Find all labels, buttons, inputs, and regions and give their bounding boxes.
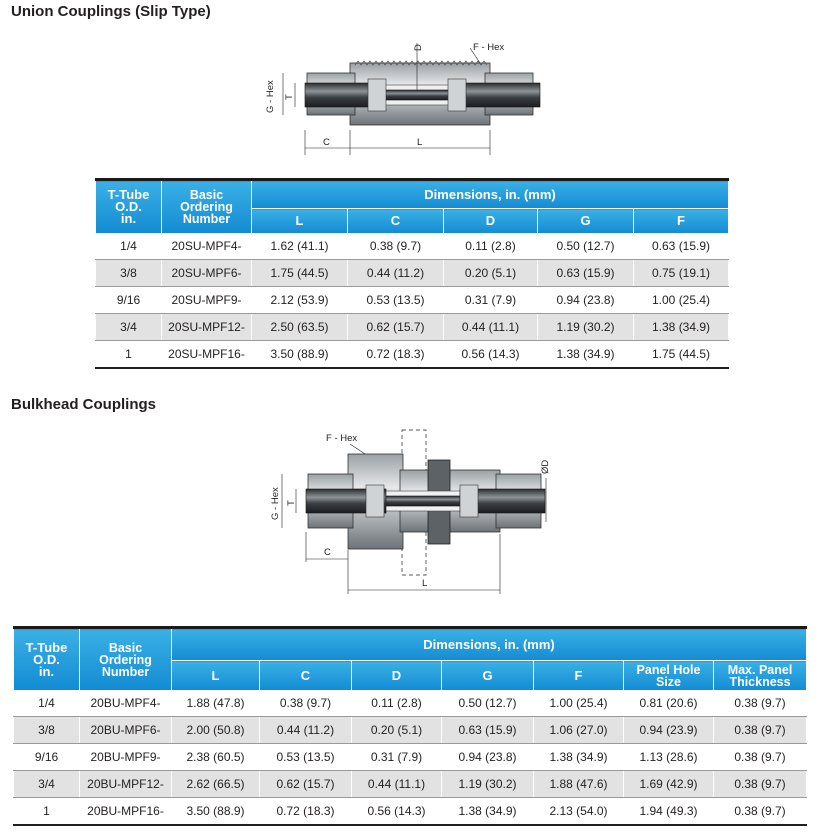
header-col-f: F [534, 661, 624, 691]
table-row: 9/16 20BU-MPF9- 2.38 (60.5) 0.53 (13.5) 0.31 (7.9) 0.94 (23.8) 1.38 (34.9) 1.13 (28.6) 0.38 (9.7) [14, 744, 807, 771]
table-row: 1/4 20BU-MPF4- 1.88 (47.8) 0.38 (9.7) 0.11 (2.8) 0.50 (12.7) 1.00 (25.4) 0.81 (20.6) 0.38 (9.7) [14, 690, 807, 717]
table-row: 1 20BU-MPF16- 3.50 (88.9) 0.72 (18.3) 0.56 (14.3) 1.38 (34.9) 2.13 (54.0) 1.94 (49.3) 0.38 (9.7) [14, 798, 807, 826]
union-coupling-drawing [255, 35, 555, 160]
dim-label-g-hex: G - Hex [270, 487, 281, 520]
header-col-d: D [352, 661, 442, 691]
section-title-bulkhead-couplings: Bulkhead Couplings [11, 396, 157, 413]
header-tube-od: T-Tube O.D. in. [14, 628, 80, 691]
table-row: 1/4 20SU-MPF4- 1.62 (41.1) 0.38 (9.7) 0.11 (2.8) 0.50 (12.7) 0.63 (15.9) [96, 233, 729, 260]
header-dimensions: Dimensions, in. (mm) [172, 628, 807, 661]
dim-label-f-hex: F - Hex [326, 433, 358, 444]
header-ordering-number: Basic Ordering Number [80, 628, 172, 691]
header-col-g: G [442, 661, 534, 691]
dim-label-l: L [417, 137, 423, 148]
dim-label-c: C [324, 547, 331, 558]
dim-label-t: T [286, 500, 297, 506]
header-col-c: C [260, 661, 352, 691]
section-title-union-couplings: Union Couplings (Slip Type) [11, 3, 211, 20]
header-col-panel-hole: Panel Hole Size [624, 661, 714, 691]
header-tube-od: T-Tube O.D. in. [96, 180, 162, 234]
bulkhead-coupling-drawing [260, 422, 565, 597]
header-dimensions: Dimensions, in. (mm) [252, 180, 729, 209]
dim-label-l: L [422, 578, 428, 589]
header-col-l: L [172, 661, 260, 691]
bulkhead-couplings-table [13, 626, 807, 826]
table-row: 3/8 20SU-MPF6- 1.75 (44.5) 0.44 (11.2) 0.20 (5.1) 0.63 (15.9) 0.75 (19.1) [96, 260, 729, 287]
header-col-f: F [634, 209, 729, 234]
header-col-panel-thickness: Max. Panel Thickness [714, 661, 807, 691]
union-couplings-table [95, 178, 729, 369]
dim-label-c: C [323, 137, 330, 148]
dim-label-d: D [413, 44, 424, 51]
dim-label-d: ØD [540, 459, 551, 474]
dim-label-f-hex: F - Hex [473, 42, 505, 53]
header-col-d: D [444, 209, 538, 234]
dim-label-t: T [284, 94, 295, 100]
dim-label-g-hex: G - Hex [265, 80, 276, 113]
header-col-g: G [538, 209, 634, 234]
table-row: 9/16 20SU-MPF9- 2.12 (53.9) 0.53 (13.5) 0.31 (7.9) 0.94 (23.8) 1.00 (25.4) [96, 287, 729, 314]
header-col-c: C [348, 209, 444, 234]
header-col-l: L [252, 209, 348, 234]
table-row: 1 20SU-MPF16- 3.50 (88.9) 0.72 (18.3) 0.56 (14.3) 1.38 (34.9) 1.75 (44.5) [96, 341, 729, 369]
table-row: 3/8 20BU-MPF6- 2.00 (50.8) 0.44 (11.2) 0.20 (5.1) 0.63 (15.9) 1.06 (27.0) 0.94 (23.9) 0.38 (9.7) [14, 717, 807, 744]
table-row: 3/4 20BU-MPF12- 2.62 (66.5) 0.62 (15.7) 0.44 (11.1) 1.19 (30.2) 1.88 (47.6) 1.69 (42.9) 0.38 (9.7) [14, 771, 807, 798]
table-row: 3/4 20SU-MPF12- 2.50 (63.5) 0.62 (15.7) 0.44 (11.1) 1.19 (30.2) 1.38 (34.9) [96, 314, 729, 341]
header-ordering-number: Basic Ordering Number [162, 180, 252, 234]
